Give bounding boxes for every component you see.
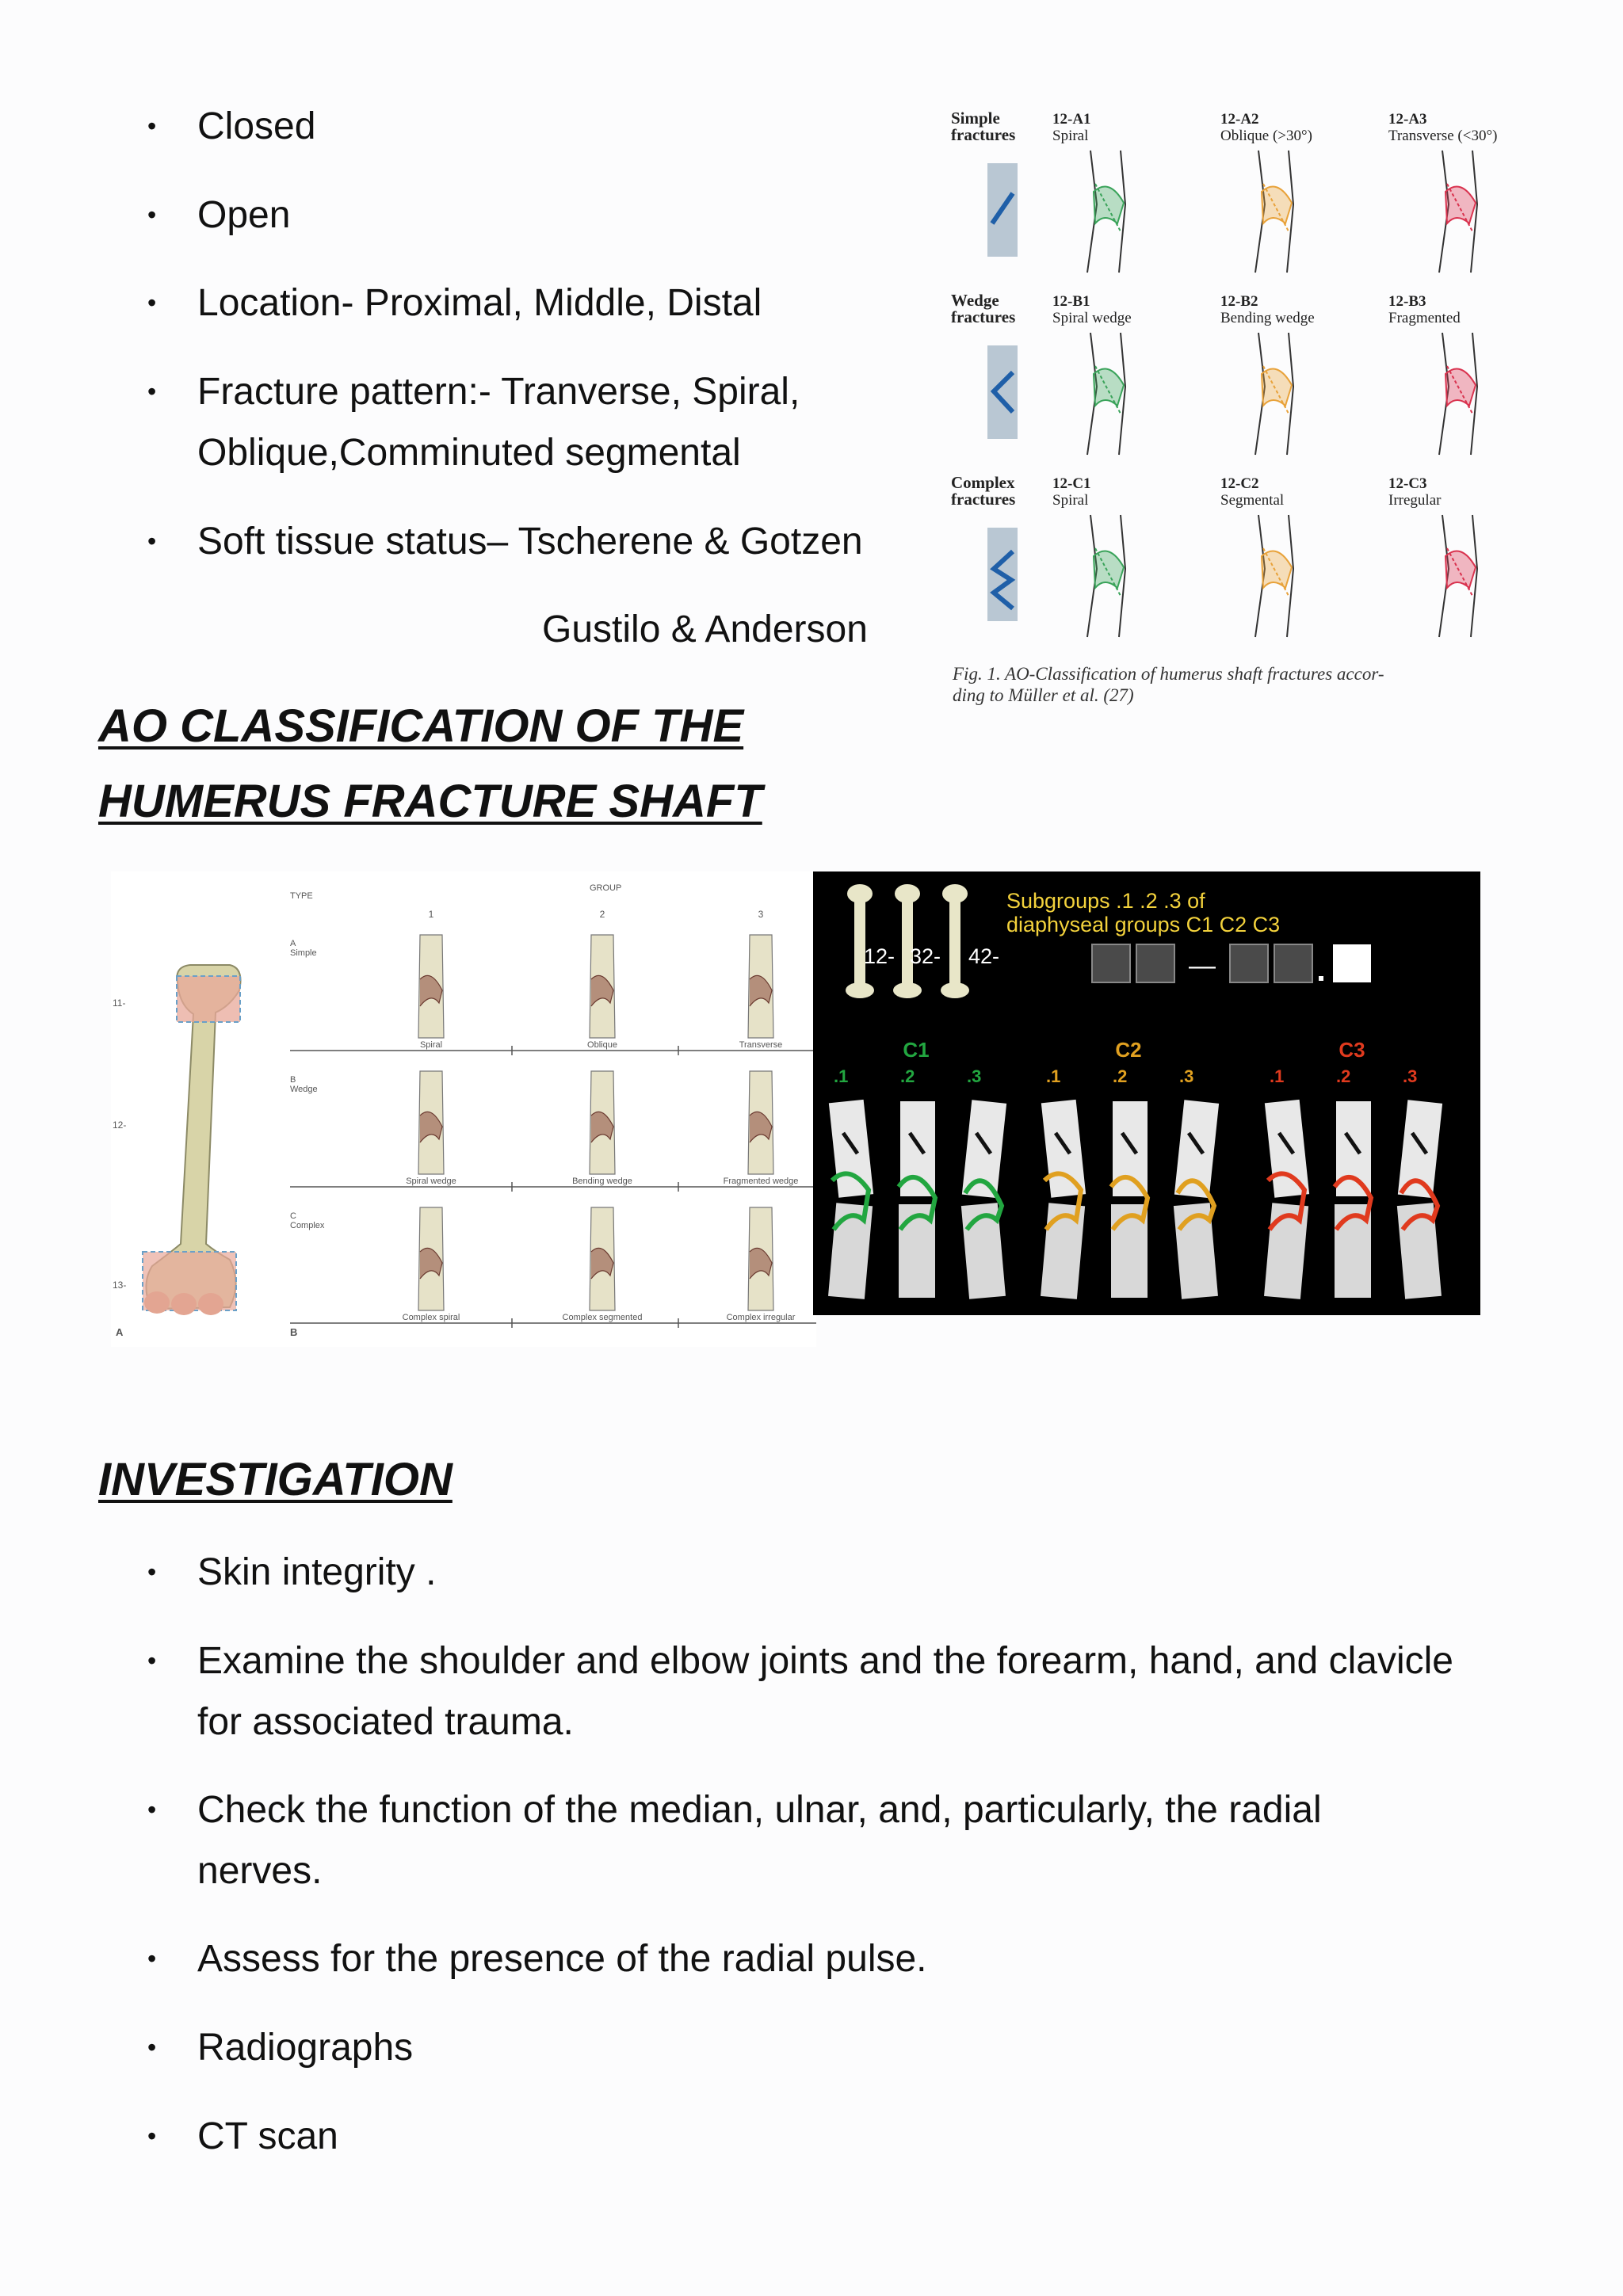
- fracture-name: Spiral: [1052, 492, 1089, 509]
- bone-code-42: 42-: [968, 944, 1000, 968]
- fracture-type-label: fractures: [951, 307, 1016, 326]
- subgroup-label: .2: [900, 1066, 915, 1086]
- bone-label-13: 13-: [113, 1280, 127, 1291]
- fracture-code: 12-C1: [1052, 475, 1091, 492]
- fracture-bone-sketch: [590, 1071, 615, 1174]
- list-item-text: Skin integrity .: [197, 1551, 437, 1593]
- fracture-type-label: Complex: [951, 473, 1015, 492]
- fracture-type-label: fractures: [951, 125, 1016, 144]
- fracture-type-label: Simple: [951, 109, 1000, 128]
- bone-label-12: 12-: [113, 1119, 127, 1131]
- list-item-text: Soft tissue status– Tscherene & Gotzen: [197, 521, 863, 563]
- fracture-illustration: [1439, 515, 1477, 637]
- subgroup-label: Complex spiral: [402, 1313, 460, 1322]
- bone-code-12: 12-: [864, 944, 896, 968]
- bone-code-32: 32-: [910, 944, 941, 968]
- fracture-code: 12-C3: [1388, 475, 1427, 492]
- type-name: Simple: [290, 948, 317, 958]
- section-heading-ao-line2: HUMERUS FRACTURE SHAFT: [98, 776, 762, 827]
- fracture-name: Segmental: [1220, 492, 1285, 509]
- group-label: C1: [903, 1038, 930, 1062]
- list-item-continuation: [542, 599, 868, 660]
- bone-label-11: 11-: [113, 997, 126, 1009]
- list-item-text: Radiographs: [197, 2027, 414, 2069]
- group-label: C2: [1115, 1038, 1142, 1062]
- fracture-bone-sketch: [748, 1071, 773, 1174]
- fracture-illustration: [1087, 333, 1125, 455]
- subgroup-label: .1: [834, 1066, 849, 1086]
- subgroup-label: .1: [1046, 1066, 1061, 1086]
- list-item-text: Open: [197, 194, 291, 236]
- bullet: •: [147, 377, 157, 406]
- type-schematic: [987, 345, 1018, 439]
- bullet: •: [147, 1795, 157, 1824]
- list-item-text: nerves.: [197, 1850, 323, 1892]
- fracture-type-label: fractures: [951, 490, 1016, 509]
- fracture-code: 12-A2: [1220, 111, 1259, 128]
- figure-caption-line1: Fig. 1. AO-Classification of humerus shaft fractures accor-: [953, 664, 1384, 684]
- ao-humerus-shaft-figure: [948, 105, 1526, 715]
- fracture-illustration: [1087, 151, 1125, 273]
- list-item-text: Examine the shoulder and elbow joints and the forearm, hand, and clavicle: [197, 1640, 1453, 1682]
- fracture-illustration: [1087, 515, 1125, 637]
- list-item-text: Fracture pattern:- Tranverse, Spiral,: [197, 371, 800, 413]
- fracture-name: Spiral wedge: [1052, 310, 1132, 326]
- fracture-illustration: [1255, 333, 1293, 455]
- type-header: TYPE: [290, 891, 313, 901]
- fracture-name: Transverse (<30°): [1388, 128, 1498, 144]
- fracture-code: 12-B1: [1052, 293, 1090, 310]
- fracture-bone-sketch: [590, 935, 615, 1038]
- fracture-bone-sketch: [748, 1207, 773, 1310]
- bullet: •: [147, 1944, 157, 1973]
- subgroup-label: Transverse: [739, 1040, 783, 1050]
- list-item-text: Closed: [197, 105, 316, 147]
- fracture-code: 12-A3: [1388, 111, 1427, 128]
- type-letter: A: [290, 939, 296, 948]
- fracture-type-label: Wedge: [951, 291, 999, 310]
- group-number: 3: [758, 909, 764, 920]
- type-schematic: [987, 528, 1018, 621]
- subgroups-figure: [813, 871, 1480, 1315]
- fracture-code: 12-B3: [1388, 293, 1426, 310]
- subgroup-label: .2: [1336, 1066, 1351, 1086]
- group-number: 1: [428, 909, 434, 920]
- fracture-illustration: [1439, 151, 1477, 273]
- bullet: •: [147, 288, 157, 317]
- type-name: Complex: [290, 1221, 325, 1230]
- list-item-text: Gustilo & Anderson: [542, 608, 868, 650]
- list-item-text: Assess for the presence of the radial pulse.: [197, 1938, 927, 1980]
- figure-caption-line2: ding to Müller et al. (27): [953, 685, 1134, 705]
- bone-icons: [846, 884, 969, 998]
- panel-label-b: B: [290, 1326, 298, 1338]
- subgroup-label: Fragmented wedge: [723, 1177, 799, 1186]
- list-item-text: Location- Proximal, Middle, Distal: [197, 282, 762, 324]
- subgroup-label: .1: [1270, 1066, 1285, 1086]
- bullet: •: [147, 1646, 157, 1675]
- group-header: GROUP: [590, 883, 622, 893]
- fracture-illustration: [1439, 333, 1477, 455]
- type-letter: C: [290, 1211, 296, 1221]
- fracture-bone-sketch: [418, 1071, 444, 1174]
- code-dash: —: [1189, 951, 1216, 981]
- subgroup-label: Oblique: [587, 1040, 617, 1050]
- group-number: 2: [599, 909, 605, 920]
- section-heading-investigation: INVESTIGATION: [98, 1454, 453, 1505]
- fracture-name: Irregular: [1388, 492, 1442, 509]
- subgroup-label: Spiral: [419, 1040, 443, 1050]
- fracture-name: Oblique (>30°): [1220, 128, 1312, 144]
- subgroup-label: Bending wedge: [572, 1177, 632, 1186]
- type-schematic: [987, 163, 1018, 257]
- group-label: C3: [1338, 1038, 1365, 1062]
- fracture-code: 12-B2: [1220, 293, 1258, 310]
- fracture-illustration: [1255, 515, 1293, 637]
- fracture-code: 12-A1: [1052, 111, 1091, 128]
- fracture-illustration: [1255, 151, 1293, 273]
- subgroups-title-line2: diaphyseal groups C1 C2 C3: [1006, 913, 1281, 936]
- bullet: •: [147, 2122, 157, 2150]
- list-item-text: Check the function of the median, ulnar, and, particularly, the radial: [197, 1789, 1322, 1831]
- bullet: •: [147, 200, 157, 229]
- section-heading-ao-line1: AO CLASSIFICATION OF THE: [98, 700, 744, 752]
- subgroup-label: Complex irregular: [726, 1313, 796, 1322]
- bullet: •: [147, 112, 157, 140]
- fracture-name: Fragmented: [1388, 310, 1461, 326]
- type-name: Wedge: [290, 1085, 318, 1094]
- fracture-code: 12-C2: [1220, 475, 1259, 492]
- subgroups-title-line1: Subgroups .1 .2 .3 of: [1006, 889, 1205, 913]
- fracture-bone-sketch: [748, 935, 773, 1038]
- fracture-name: Spiral: [1052, 128, 1089, 144]
- subgroup-label: .3: [967, 1066, 982, 1086]
- fracture-name: Bending wedge: [1220, 310, 1315, 326]
- bullet: •: [147, 527, 157, 555]
- subgroup-label: .3: [1179, 1066, 1194, 1086]
- subgroup-label: .3: [1403, 1066, 1418, 1086]
- subgroup-label: Spiral wedge: [406, 1177, 456, 1186]
- bullet: •: [147, 2033, 157, 2061]
- fracture-bone-sketch: [418, 935, 444, 1038]
- type-letter: B: [290, 1075, 296, 1085]
- bullet: •: [147, 1558, 157, 1586]
- subgroup-label: Complex segmented: [562, 1313, 643, 1322]
- fracture-bone-sketch: [418, 1207, 444, 1310]
- ao-type-group-figure: [111, 871, 816, 1347]
- list-item-text: for associated trauma.: [197, 1701, 574, 1743]
- panel-label-a: A: [116, 1326, 124, 1338]
- subgroup-label: .2: [1113, 1066, 1128, 1086]
- list-item-text: Oblique,Comminuted segmental: [197, 432, 741, 474]
- fracture-bone-sketch: [590, 1207, 615, 1310]
- list-item-text: CT scan: [197, 2115, 338, 2157]
